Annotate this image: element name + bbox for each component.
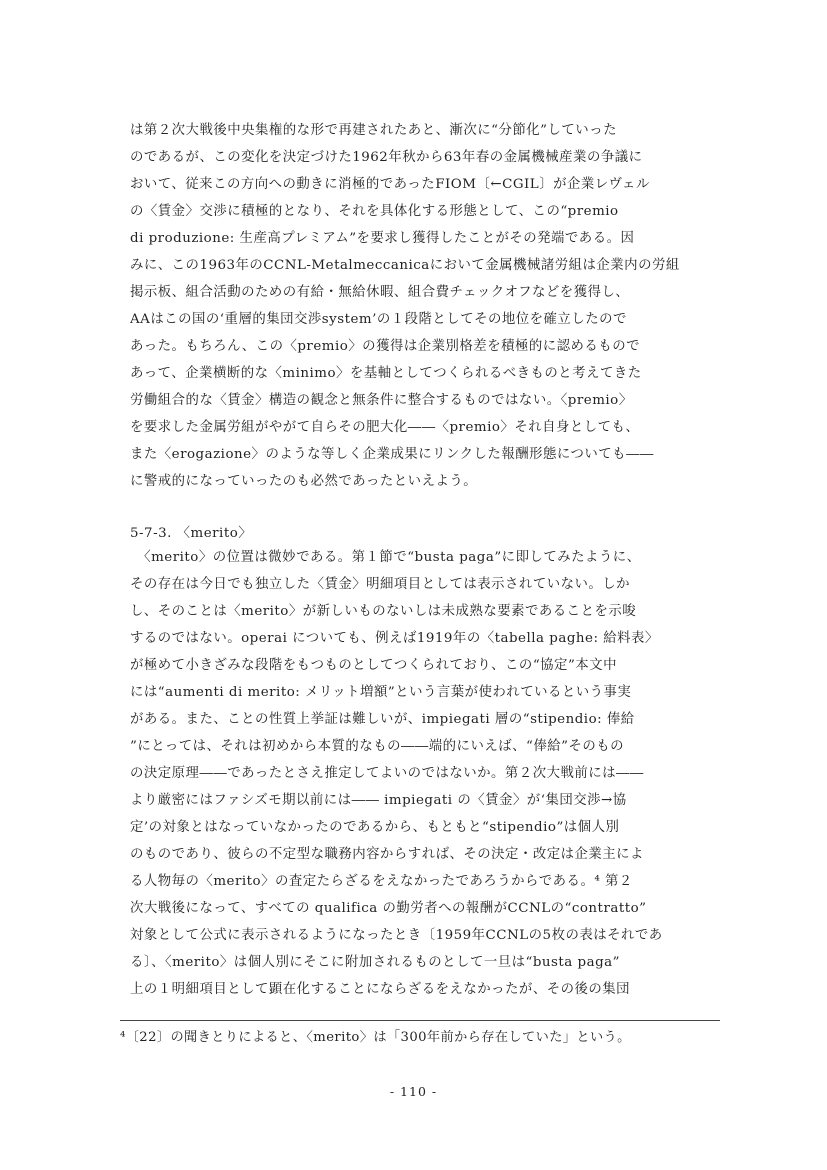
text-line: 対象として公式に表示されるようになったとき〔1959年CCNLの5枚の表はそれであ [130, 928, 663, 943]
text-line: また〈erogazione〉のような等しく企業成果にリンクした報酬形態についても―― [130, 447, 654, 462]
text-line: の決定原理――であったとさえ推定してよいのではないか。第２次大戦前には―― [130, 766, 644, 781]
text-line: 掲示板、組合活動のための有給・無給休暇、組合費チェックオフなどを獲得し、 [130, 285, 630, 300]
text-line: 次大戦後になって、すべての qualifica の勤労者への報酬がCCNLの“contratto” [130, 901, 647, 916]
text-line: あった。もちろん、この〈premio〉の獲得は企業別格差を積極的に認めるもので [130, 339, 640, 354]
text-line: するのではない。operai についても、例えば1919年の〈tabella paghe: 給料表〉 [130, 631, 659, 646]
text-line: みに、この1963年のCCNL-Metalmeccanicaにおいて金属機械諸労組は企業内の労組 [130, 258, 680, 273]
footnote: ⁴〔22〕の聞きとりによると、〈merito〉は「300年前から存在していた」という。 [120, 1030, 631, 1045]
text-line: る人物毎の〈merito〉の査定たらざるをえなかったであろうからである。⁴ 第２ [130, 874, 633, 889]
text-line: 上の１明細項目として顕在化することにならざるをえなかったが、その後の集団 [130, 982, 631, 997]
paragraph-premio [130, 117, 722, 495]
text-line: の〈賃金〉交渉に積極的となり、それを具体化する形態として、この“premio [130, 204, 619, 219]
text-line: に警戒的になっていったのも必然であったといえよう。 [130, 474, 478, 489]
footnote-divider [120, 1020, 720, 1021]
text-line: 労働組合的な〈賃金〉構造の観念と無条件に整合するものではない。〈premio〉 [130, 393, 633, 408]
text-line: は第２次大戦後中央集権的な形で再建されたあと、漸次に“分節化”していった [130, 123, 617, 138]
paragraph-merito [130, 544, 722, 1003]
text-line: その存在は今日でも独立した〈賃金〉明細項目としては表示されていない。しか [130, 577, 631, 592]
text-line: を要求した金属労組がやがて自らその肥大化――〈premio〉それ自身としても、 [130, 420, 640, 435]
text-line: る〕、〈merito〉は個人別にそこに附加されるものとして一旦は“busta paga” [130, 955, 620, 970]
text-line: おいて、従来この方向への動きに消極的であったFIOM〔←CGIL〕が企業レヴェル [130, 177, 650, 192]
text-line: し、そのことは〈merito〉が新しいものないしは未成熟な要素であることを示唆 [130, 604, 637, 619]
text-line: が極めて小きざみな段階をもつものとしてつくられており、この“協定”本文中 [130, 658, 617, 673]
page-number: - 110 - [389, 1084, 438, 1099]
text-line: AAはこの国の‘重層的集団交渉system’の１段階としてその地位を確立したので [130, 312, 627, 327]
text-line: あって、企業横断的な〈minimo〉を基軸としてつくられるべきものと考えてきた [130, 366, 642, 381]
text-line: 定’の対象とはなっていなかったのであるから、もともと“stipendio”は個人別 [130, 820, 620, 835]
text-line: がある。また、ことの性質上挙証は難しいが、impiegati 層の“stipendio: 俸給 [130, 712, 635, 727]
text-line: には“aumenti di merito: メリット増額”という言葉が使われているという事実 [130, 685, 632, 700]
text-line: のものであり、彼らの不定型な職務内容からすれば、その決定・改定は企業主によ [130, 847, 644, 862]
section-heading: 5-7-3. 〈merito〉 [130, 526, 253, 541]
text-line: より厳密にはファシズモ期以前には―― impiegati の〈賃金〉が‘集団交渉→協 [130, 793, 627, 808]
text-line: 〈merito〉の位置は微妙である。第１節で“busta paga”に即してみたように、 [130, 550, 641, 565]
text-line: のであるが、この変化を決定づけた1962年秋から63年春の金属機械産業の争議に [130, 150, 643, 165]
text-line: ”にとっては、それは初めから本質的なもの――端的にいえば、“俸給”そのもの [130, 739, 625, 754]
text-line: di produzione: 生産高プレミアム”を要求し獲得したことがその発端である。因 [130, 231, 635, 246]
